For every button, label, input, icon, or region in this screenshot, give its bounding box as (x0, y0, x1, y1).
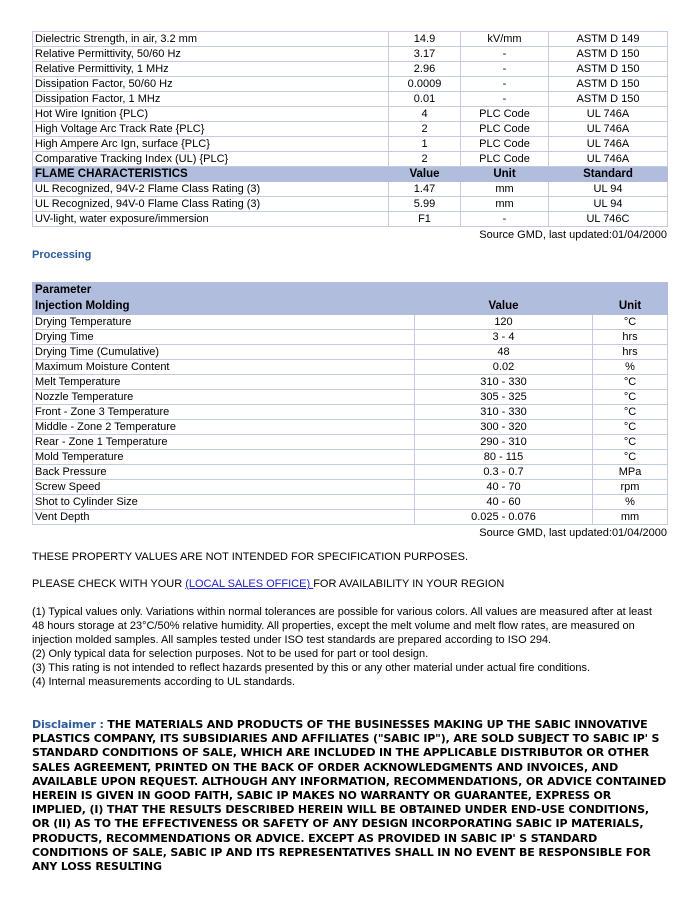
property-name: UV-light, water exposure/immersion (33, 212, 389, 227)
unit-header: Unit (593, 299, 668, 315)
property-standard: UL 94 (549, 182, 668, 197)
parameter-value: 3 - 4 (415, 330, 593, 345)
value-header: Value (415, 299, 593, 315)
table-row (33, 435, 668, 450)
parameter-value: 120 (415, 315, 593, 330)
property-standard: ASTM D 149 (549, 32, 668, 47)
parameter-name: Drying Temperature (33, 315, 415, 330)
parameter-value: 0.3 - 0.7 (415, 465, 593, 480)
standard-header: Standard (549, 167, 668, 182)
parameter-name: Nozzle Temperature (33, 390, 415, 405)
property-name: Relative Permittivity, 50/60 Hz (33, 47, 389, 62)
parameter-name: Back Pressure (33, 465, 415, 480)
disclaimer (32, 718, 667, 874)
parameter-name: Vent Depth (33, 510, 415, 525)
property-unit: - (461, 62, 549, 77)
property-name: High Voltage Arc Track Rate {PLC} (33, 122, 389, 137)
parameter-name: Middle - Zone 2 Temperature (33, 420, 415, 435)
parameter-unit: °C (593, 420, 668, 435)
table-row (33, 212, 668, 227)
properties-table (32, 31, 668, 227)
table-row (33, 510, 668, 525)
table-row (33, 375, 668, 390)
property-unit: PLC Code (461, 152, 549, 167)
property-unit: PLC Code (461, 122, 549, 137)
parameter-unit: °C (593, 390, 668, 405)
parameter-value: 80 - 115 (415, 450, 593, 465)
property-value: 14.9 (389, 32, 461, 47)
property-name: High Ampere Arc Ign, surface {PLC} (33, 137, 389, 152)
parameter-header: Parameter (33, 283, 415, 299)
property-name: UL Recognized, 94V-0 Flame Class Rating (3) (33, 197, 389, 212)
parameter-name: Screw Speed (33, 480, 415, 495)
property-value: 4 (389, 107, 461, 122)
parameter-name: Melt Temperature (33, 375, 415, 390)
table-row (33, 107, 668, 122)
parameter-name: Drying Time (Cumulative) (33, 345, 415, 360)
table-row (33, 480, 668, 495)
properties-source-note: Source GMD, last updated:01/04/2000 (479, 229, 667, 241)
parameter-value: 310 - 330 (415, 405, 593, 420)
parameter-name: Maximum Moisture Content (33, 360, 415, 375)
property-standard: UL 746A (549, 152, 668, 167)
parameter-value: 0.02 (415, 360, 593, 375)
table-row (33, 315, 668, 330)
parameter-value: 0.025 - 0.076 (415, 510, 593, 525)
table-row (33, 47, 668, 62)
parameter-value: 40 - 70 (415, 480, 593, 495)
availability-notice (32, 577, 667, 591)
footnote-3: (3) This rating is not intended to reflect hazards presented by this or any other material under actual fire conditions. (32, 662, 591, 674)
property-standard: UL 746A (549, 137, 668, 152)
table-row (33, 360, 668, 375)
parameter-value: 310 - 330 (415, 375, 593, 390)
property-standard: UL 746C (549, 212, 668, 227)
table-row (33, 420, 668, 435)
parameter-value: 40 - 60 (415, 495, 593, 510)
property-value: 5.99 (389, 197, 461, 212)
processing-table (32, 282, 668, 525)
table-row (33, 122, 668, 137)
property-unit: PLC Code (461, 137, 549, 152)
table-row (33, 197, 668, 212)
property-standard: UL 746A (549, 107, 668, 122)
table-row (33, 405, 668, 420)
parameter-unit: hrs (593, 330, 668, 345)
property-value: 2 (389, 122, 461, 137)
property-unit: - (461, 212, 549, 227)
specification-notice: THESE PROPERTY VALUES ARE NOT INTENDED FOR SPECIFICATION PURPOSES. (32, 551, 469, 563)
table-row (33, 182, 668, 197)
parameter-name: Front - Zone 3 Temperature (33, 405, 415, 420)
property-standard: ASTM D 150 (549, 47, 668, 62)
parameter-value: 290 - 310 (415, 435, 593, 450)
table-row (33, 62, 668, 77)
property-value: F1 (389, 212, 461, 227)
table-row (33, 495, 668, 510)
property-value: 1.47 (389, 182, 461, 197)
table-row (33, 345, 668, 360)
property-unit: mm (461, 182, 549, 197)
property-standard: ASTM D 150 (549, 92, 668, 107)
availability-prefix: PLEASE CHECK WITH YOUR (32, 578, 186, 590)
property-name: Dissipation Factor, 1 MHz (33, 92, 389, 107)
table-row (33, 390, 668, 405)
parameter-name: Shot to Cylinder Size (33, 495, 415, 510)
property-name: Hot Wire Ignition {PLC) (33, 107, 389, 122)
processing-header-row (33, 283, 668, 299)
value-header: Value (389, 167, 461, 182)
footnote-2: (2) Only typical data for selection purposes. Not to be used for part or tool design. (32, 648, 429, 660)
processing-section-title: Processing (32, 249, 92, 261)
property-standard: UL 94 (549, 197, 668, 212)
unit-header: Unit (461, 167, 549, 182)
property-value: 0.01 (389, 92, 461, 107)
parameter-unit: hrs (593, 345, 668, 360)
datasheet-content (32, 31, 667, 874)
table-row (33, 32, 668, 47)
property-standard: UL 746A (549, 122, 668, 137)
table-row (33, 465, 668, 480)
property-unit: - (461, 47, 549, 62)
table-row (33, 137, 668, 152)
disclaimer-text: THE MATERIALS AND PRODUCTS OF THE BUSINESSES MAKING UP THE SABIC INNOVATIVE PLASTICS COMPANY, ITS SUBSIDIARIES AND AFFILIATES ("SABIC IP"), ARE SOLD SUBJECT TO SABIC IP' S STANDARD CONDITIONS OF SALE, WHICH ARE INCLUDED IN THE APPLICABLE DISTRIBUTOR OR OTHER SALES AGREEMENT, PRINTED ON THE BACK OF ORDER ACKNOWLEDGMENTS AND INVOICES, AND AVAILABLE UPON REQUEST. ALTHOUGH ANY INFORMATION, RECOMMENDATIONS, OR ADVICE CONTAINED HEREIN IS GIVEN IN GOOD FAITH, SABIC IP MAKES NO WARRANTY OR GUARANTEE, EXPRESS OR IMPLIED, (I) THAT THE RESULTS DESCRIBED HEREIN WILL BE OBTAINED UNDER END-USE CONDITIONS, OR (II) AS TO THE EFFECTIVENESS OR SAFETY OF ANY DESIGN INCORPORATING SABIC IP MATERIALS, PRODUCTS, RECOMMENDATIONS OR ADVICE. EXCEPT AS PROVIDED IN SABIC IP' S STANDARD CONDITIONS OF SALE, SABIC IP AND ITS REPRESENTATIVES SHALL IN NO EVENT BE RESPONSIBLE FOR ANY LOSS RESULTING (32, 718, 667, 874)
property-value: 2.96 (389, 62, 461, 77)
property-unit: mm (461, 197, 549, 212)
flame-section-header: FLAME CHARACTERISTICS (33, 167, 389, 182)
property-standard: ASTM D 150 (549, 62, 668, 77)
availability-suffix: FOR AVAILABILITY IN YOUR REGION (313, 578, 505, 590)
table-row (33, 330, 668, 345)
local-sales-office-link[interactable]: (LOCAL SALES OFFICE) (185, 578, 314, 590)
property-value: 0.0009 (389, 77, 461, 92)
table-row (33, 152, 668, 167)
processing-subheader-row (33, 299, 668, 315)
parameter-unit: °C (593, 450, 668, 465)
property-unit: PLC Code (461, 107, 549, 122)
parameter-unit: °C (593, 315, 668, 330)
property-value: 1 (389, 137, 461, 152)
property-value: 2 (389, 152, 461, 167)
parameter-unit: mm (593, 510, 668, 525)
table-row (33, 92, 668, 107)
property-unit: - (461, 77, 549, 92)
parameter-name: Drying Time (33, 330, 415, 345)
parameter-name: Mold Temperature (33, 450, 415, 465)
processing-source-note: Source GMD, last updated:01/04/2000 (479, 527, 667, 539)
property-unit: - (461, 92, 549, 107)
parameter-unit: % (593, 360, 668, 375)
property-name: UL Recognized, 94V-2 Flame Class Rating (3) (33, 182, 389, 197)
footnotes (32, 605, 667, 689)
property-name: Dielectric Strength, in air, 3.2 mm (33, 32, 389, 47)
parameter-unit: rpm (593, 480, 668, 495)
parameter-unit: °C (593, 435, 668, 450)
property-name: Comparative Tracking Index (UL) {PLC} (33, 152, 389, 167)
parameter-name: Rear - Zone 1 Temperature (33, 435, 415, 450)
parameter-unit: °C (593, 405, 668, 420)
property-value: 3.17 (389, 47, 461, 62)
footnote-1: (1) Typical values only. Variations within normal tolerances are possible for various colors. All values are measured after at least 48 hours storage at 23°C/50% relative humidity. All properties, except the melt volume and melt flow rates, are measured on injection molded samples. All samples tested under ISO test standards are prepared according to ISO 294. (32, 606, 652, 646)
flame-characteristics-header (33, 167, 668, 182)
parameter-unit: °C (593, 375, 668, 390)
parameter-unit: MPa (593, 465, 668, 480)
table-row (33, 77, 668, 92)
parameter-unit: % (593, 495, 668, 510)
footnote-4: (4) Internal measurements according to UL standards. (32, 676, 296, 688)
parameter-value: 300 - 320 (415, 420, 593, 435)
property-name: Dissipation Factor, 50/60 Hz (33, 77, 389, 92)
disclaimer-label: Disclaimer : (32, 718, 108, 731)
property-unit: kV/mm (461, 32, 549, 47)
parameter-value: 48 (415, 345, 593, 360)
table-row (33, 450, 668, 465)
property-name: Relative Permittivity, 1 MHz (33, 62, 389, 77)
parameter-value: 305 - 325 (415, 390, 593, 405)
injection-molding-header: Injection Molding (33, 299, 415, 315)
property-standard: ASTM D 150 (549, 77, 668, 92)
